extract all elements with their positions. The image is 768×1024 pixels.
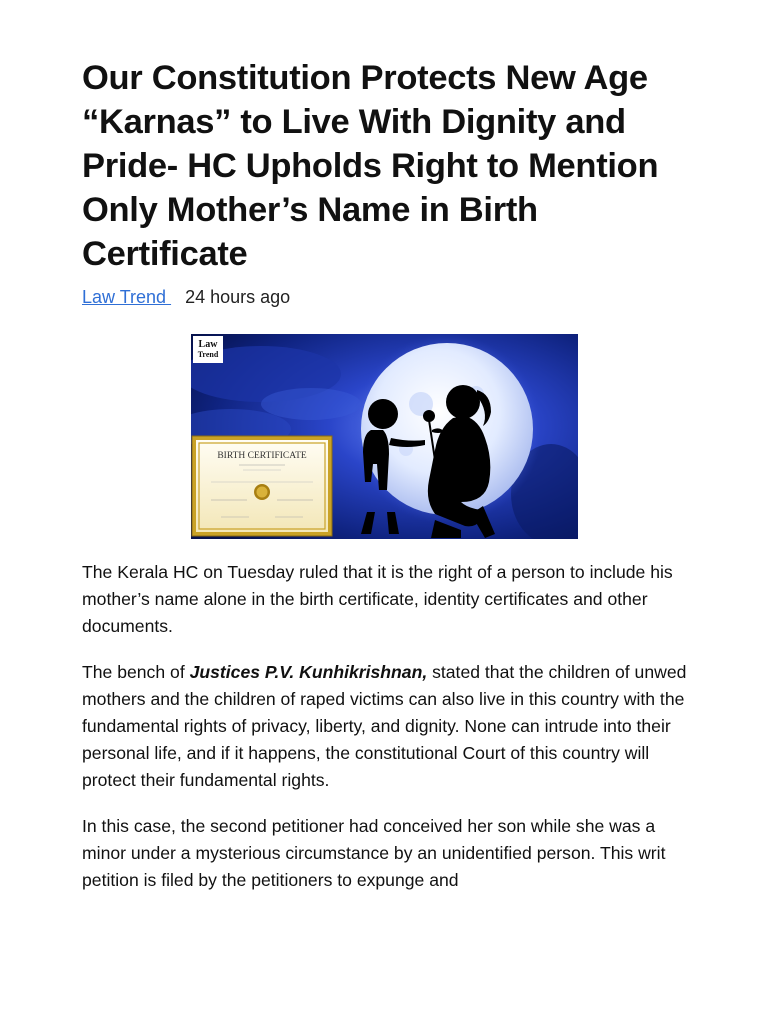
hero-illustration <box>191 334 578 539</box>
article-header <box>82 56 692 310</box>
paragraph-3: In this case, the second petitioner had conceived her son while she was a minor under a mysterious circumstance by an unidentified person. This writ petition is filed by the petitioners to expunge and <box>82 816 666 890</box>
watermark-law: Law <box>198 339 218 350</box>
paragraph-2-prefix: The bench of <box>82 662 190 682</box>
article-title: Our Constitution Protects New Age “Karnas” to Live With Dignity and Pride- HC Upholds Right to Mention Only Mother’s Name in Birth Certificate <box>82 59 659 273</box>
post-timestamp: 24 hours ago <box>185 287 291 307</box>
watermark-trend: Trend <box>197 350 219 359</box>
paragraph-1: The Kerala HC on Tuesday ruled that it is the right of a person to include his mother’s name alone in the birth certificate, identity certificates and other documents. <box>82 562 673 636</box>
paragraph-2-rest: stated that the children of unwed mothers and the children of raped victims can also live in this country with the fundamental rights of privacy, liberty, and dignity. None can intrude into their personal life, and if it happens, the constitutional Court of this country will protect their fundamental rights. <box>82 662 687 790</box>
article-hero-image <box>191 334 578 539</box>
justice-name: Justices P.V. Kunhikrishnan, <box>189 662 428 682</box>
birth-certificate-graphic <box>192 436 332 536</box>
author-link[interactable]: Law Trend <box>82 287 172 307</box>
article-meta <box>82 284 692 310</box>
certificate-title: BIRTH CERTIFICATE <box>217 451 307 461</box>
paragraph-2 <box>82 659 692 794</box>
article-body <box>82 559 692 894</box>
